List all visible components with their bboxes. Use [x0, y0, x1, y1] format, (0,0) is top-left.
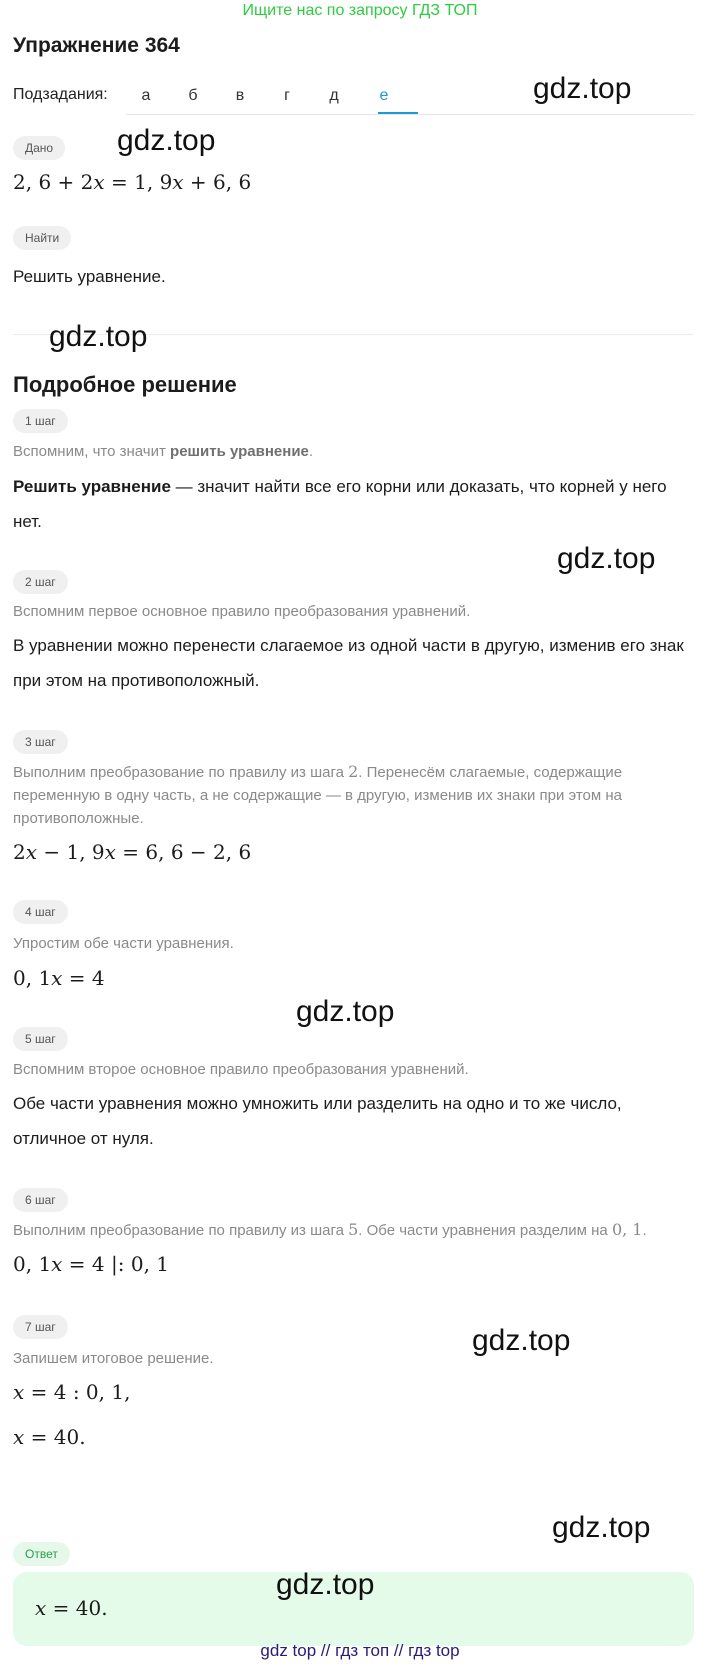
- subtask-tab-e[interactable]: е: [379, 87, 389, 104]
- step-3-hint-pre: Выполним преобразование по правилу из шага: [13, 764, 349, 781]
- answer-pill: Ответ: [13, 1542, 70, 1566]
- watermark: gdz.top: [472, 1324, 571, 1357]
- find-pill: Найти: [13, 226, 71, 250]
- step-4-equation: 0, 1x = 4: [13, 966, 105, 990]
- step-5-pill: 5 шаг: [13, 1027, 68, 1051]
- subtasks-divider: [126, 114, 694, 115]
- step-4-hint: Упростим обе части уравнения.: [13, 935, 234, 952]
- watermark: gdz.top: [533, 72, 632, 105]
- step-7-equation-1: x = 4 : 0, 1,: [13, 1380, 131, 1404]
- subtask-tab-v[interactable]: в: [235, 87, 245, 104]
- step-1-pill: 1 шаг: [13, 409, 68, 433]
- step-1-hint-pre: Вспомним, что значит: [13, 443, 171, 460]
- step-7-pill: 7 шаг: [13, 1315, 68, 1339]
- subtasks-label: Подзадания:: [13, 86, 108, 103]
- step-6-hint-num: 5: [348, 1220, 359, 1239]
- subtask-tab-a[interactable]: а: [141, 87, 151, 104]
- step-3-hint-post: . Перенесём слагаемые, содержащие переменную в одну часть, а не содержащие — в другую, изменив их знаки при этом на противоположные.: [13, 764, 623, 827]
- step-3-hint: [13, 760, 693, 830]
- watermark: gdz.top: [557, 542, 656, 575]
- step-2-hint: Вспомним первое основное правило преобразования уравнений.: [13, 603, 471, 620]
- watermark: gdz.top: [296, 995, 395, 1028]
- solution-title: Подробное решение: [13, 372, 237, 397]
- step-6-hint-num2: 0, 1: [611, 1220, 643, 1239]
- step-1-body-rest: — значит найти все его корни или доказать, что корней у него нет.: [13, 477, 667, 531]
- step-6-hint: [13, 1218, 693, 1242]
- step-6-hint-mid: . Обе части уравнения разделим на: [358, 1222, 612, 1239]
- given-equation: 2, 6 + 2x = 1, 9x + 6, 6: [13, 170, 252, 194]
- subtask-tab-g[interactable]: г: [284, 87, 290, 104]
- step-3-pill: 3 шаг: [13, 730, 68, 754]
- step-6-equation: 0, 1x = 4 |: 0, 1: [13, 1252, 170, 1276]
- step-1-body: [13, 469, 693, 539]
- given-pill: Дано: [13, 136, 65, 160]
- answer-equation: x = 40.: [35, 1596, 108, 1620]
- subtask-tab-b[interactable]: б: [188, 87, 198, 104]
- step-7-hint: Запишем итоговое решение.: [13, 1350, 214, 1367]
- footer-links[interactable]: gdz top // гдз топ // гдз top: [260, 1641, 460, 1660]
- step-5-body: Обе части уравнения можно умножить или разделить на одно и то же число, отличное от нуля.: [13, 1094, 622, 1148]
- watermark: gdz.top: [276, 1568, 375, 1601]
- watermark: gdz.top: [117, 124, 216, 157]
- step-3-equation: 2x − 1, 9x = 6, 6 − 2, 6: [13, 840, 252, 864]
- active-tab-indicator: [378, 112, 418, 114]
- step-2-body: В уравнении можно перенести слагаемое из одной части в другую, изменив его знак при этом на противоположный.: [13, 636, 684, 690]
- promo-banner[interactable]: Ищите нас по запросу ГДЗ ТОП: [242, 2, 478, 19]
- step-7-equation-2: x = 40.: [13, 1425, 86, 1449]
- step-3-hint-num: 2: [348, 762, 359, 781]
- subtask-tab-d[interactable]: д: [329, 87, 339, 104]
- step-2-pill: 2 шаг: [13, 570, 68, 594]
- step-6-hint-post: .: [642, 1222, 647, 1239]
- step-1-body-bold: Решить уравнение: [13, 477, 171, 496]
- watermark: gdz.top: [49, 320, 148, 353]
- step-1-hint: [13, 440, 693, 463]
- step-5-hint: Вспомним второе основное правило преобразования уравнений.: [13, 1061, 469, 1078]
- step-1-hint-post: .: [308, 443, 314, 460]
- step-1-hint-bold: решить уравнение: [170, 443, 309, 460]
- step-4-pill: 4 шаг: [13, 900, 68, 924]
- find-text: Решить уравнение.: [13, 267, 166, 286]
- page-title: Упражнение 364: [13, 34, 180, 57]
- step-6-pill: 6 шаг: [13, 1188, 68, 1212]
- step-6-hint-pre: Выполним преобразование по правилу из шага: [13, 1222, 349, 1239]
- watermark: gdz.top: [552, 1511, 651, 1544]
